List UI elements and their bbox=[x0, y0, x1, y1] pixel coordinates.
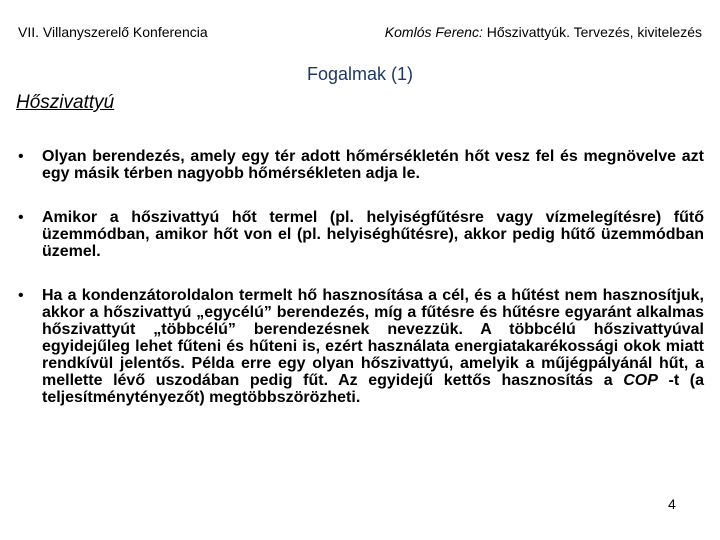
bullet-list bbox=[18, 148, 704, 433]
bullet-item-multipurpose bbox=[18, 287, 704, 406]
slide-title: Fogalmak (1) bbox=[306, 64, 414, 84]
cop-term: COP bbox=[623, 372, 658, 389]
bullet-text: Amikor a hőszivattyú hőt termel (pl. helyiségfűtésre vagy vízmelegítésre) fűtő üzemmódban, amikor hőt von el (pl. helyiséghűtésre), akkor pedig hűtő üzemmódban üzemel. bbox=[42, 209, 704, 260]
presentation-subtitle bbox=[385, 24, 702, 40]
bullet-item-definition bbox=[18, 148, 704, 182]
bullet-text: Ha a kondenzátoroldalon termelt hő hasznosítása a cél, és a hűtést nem hasznosítjuk, akkor a hőszivattyú „egycélú” berendezés, míg a fűtésre és hűtésre egyaránt alkalmas hőszivattyút „többcélú” berendezésnek nevezzük. A többcélú hőszivattyúval egyidejűleg lehet fűteni és hűteni is, ezért használata energiatakarékossági okok miatt rendkívül jelentős. Példa erre egy olyan hőszivattyú, amelyik a műjégpályánál hűt, a mellette lévő uszodában pedig fűt. Az egyidejű kettős hasznosítás a bbox=[42, 287, 704, 389]
page-number: 4 bbox=[668, 496, 676, 512]
presentation-topic: Hőszivattyúk. Tervezés, kivitelezés bbox=[482, 24, 702, 40]
bullet-text-end: -t (a teljesítménytényezőt) megtöbbszörözheti. bbox=[42, 372, 705, 406]
bullet-text: Olyan berendezés, amely egy tér adott hőmérsékletén hőt vesz fel és megnövelve azt egy másik térben nagyobb hőmérsékleten adja le. bbox=[42, 148, 704, 182]
bullet-item-modes bbox=[18, 209, 704, 260]
section-heading: Hőszivattyú bbox=[16, 92, 115, 113]
author-name: Komlós Ferenc: bbox=[384, 24, 483, 40]
conference-name: VII. Villanyszerelő Konferencia bbox=[18, 24, 208, 40]
